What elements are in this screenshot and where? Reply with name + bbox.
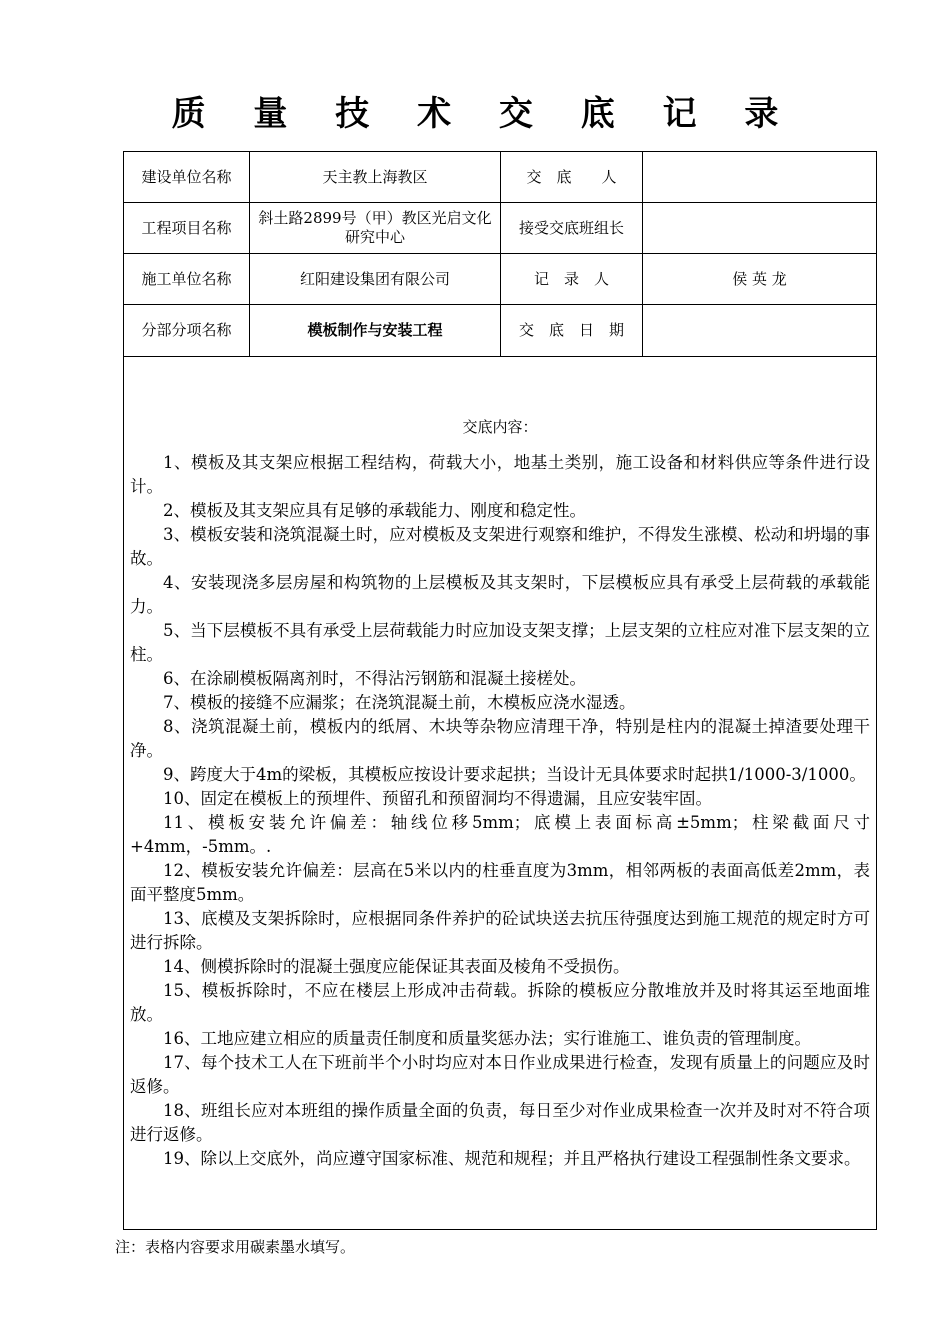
value-construction-unit[interactable]: 天主教上海教区 — [250, 152, 501, 203]
list-item: 13、底模及支架拆除时，应根据同条件养护的砼试块送去抗压待强度达到施工规范的规定时方可进行拆除。 — [130, 908, 870, 952]
table-row — [124, 203, 877, 254]
list-item: 10、固定在模板上的预埋件、预留孔和预留洞均不得遗漏，且应安装牢固。 — [163, 788, 712, 808]
value-project-name[interactable]: 斜土路2899号（甲）教区光启文化研究中心 — [250, 203, 501, 254]
label-contractor: 施工单位名称 — [124, 254, 250, 305]
list-item: 6、在涂刷模板隔离剂时，不得沾污钢筋和混凝土接槎处。 — [163, 668, 586, 688]
list-item: 1、模板及其支架应根据工程结构，荷载大小，地基土类别，施工设备和材料供应等条件进行设计。 — [130, 452, 870, 496]
list-item: 8、浇筑混凝土前，模板内的纸屑、木块等杂物应清理干净，特别是柱内的混凝土掉渣要处理干净。 — [130, 716, 870, 760]
list-item: 5、当下层模板不具有承受上层荷载能力时应加设支架支撑；上层支架的立柱应对准下层支架的立柱。 — [130, 620, 870, 664]
value-team-leader[interactable] — [643, 203, 877, 254]
label-recorder: 记 录 人 — [501, 254, 643, 305]
content-label: 交底内容： — [462, 417, 538, 436]
list-item: 12、模板安装允许偏差：层高在5米以内的柱垂直度为3mm，相邻两板的表面高低差2mm，表面平整度5mm。 — [130, 860, 870, 904]
value-briefer[interactable] — [643, 152, 877, 203]
brief-content-cell[interactable] — [124, 357, 877, 1230]
value-contractor[interactable]: 红阳建设集团有限公司 — [250, 254, 501, 305]
list-item: 2、模板及其支架应具有足够的承载能力、刚度和稳定性。 — [163, 500, 586, 520]
list-item: 11、模板安装允许偏差：轴线位移5mm；底模上表面标高±5mm；柱梁截面尺寸+4mm，-5mm。. — [130, 812, 870, 856]
list-item: 18、班组长应对本班组的操作质量全面的负责，每日至少对作业成果检查一次并及时对不符合项进行返修。 — [130, 1100, 870, 1144]
table-row — [124, 305, 877, 357]
table-row — [124, 254, 877, 305]
label-construction-unit: 建设单位名称 — [124, 152, 250, 203]
value-brief-date[interactable] — [643, 305, 877, 357]
label-subproject: 分部分项名称 — [124, 305, 250, 357]
value-subproject[interactable]: 模板制作与安装工程 — [250, 305, 501, 357]
record-table — [123, 151, 877, 1230]
list-item: 15、模板拆除时，不应在楼层上形成冲击荷载。拆除的模板应分散堆放并及时将其运至地面堆放。 — [130, 980, 870, 1024]
label-team-leader: 接受交底班组长 — [501, 203, 643, 254]
list-item: 17、每个技术工人在下班前半个小时均应对本日作业成果进行检查，发现有质量上的问题应及时返修。 — [130, 1052, 870, 1096]
list-item: 14、侧模拆除时的混凝土强度应能保证其表面及棱角不受损伤。 — [163, 956, 630, 976]
document-title: 质 量 技 术 交 底 记 录 — [171, 94, 797, 134]
table-row — [124, 357, 877, 1230]
list-item: 16、工地应建立相应的质量责任制度和质量奖惩办法；实行谁施工、谁负责的管理制度。 — [163, 1028, 811, 1048]
value-recorder[interactable]: 侯 英 龙 — [643, 254, 877, 305]
list-item: 7、模板的接缝不应漏浆；在浇筑混凝土前，木模板应浇水湿透。 — [163, 692, 636, 712]
label-brief-date: 交 底 日 期 — [501, 305, 643, 357]
footer-note: 注：表格内容要求用碳素墨水填写。 — [115, 1238, 356, 1256]
list-item: 3、模板安装和浇筑混凝土时，应对模板及支架进行观察和维护，不得发生涨模、松动和坍塌的事故。 — [130, 524, 870, 568]
list-item: 4、安装现浇多层房屋和构筑物的上层模板及其支架时，下层模板应具有承受上层荷载的承载能力。 — [130, 572, 870, 616]
table-row — [124, 152, 877, 203]
label-briefer: 交 底 人 — [501, 152, 643, 203]
label-project-name: 工程项目名称 — [124, 203, 250, 254]
list-item: 9、跨度大于4m的梁板，其模板应按设计要求起拱；当设计无具体要求时起拱1/1000-3/1000。 — [163, 764, 866, 784]
list-item: 19、除以上交底外，尚应遵守国家标准、规范和规程；并且严格执行建设工程强制性条文要求。 — [163, 1148, 861, 1168]
